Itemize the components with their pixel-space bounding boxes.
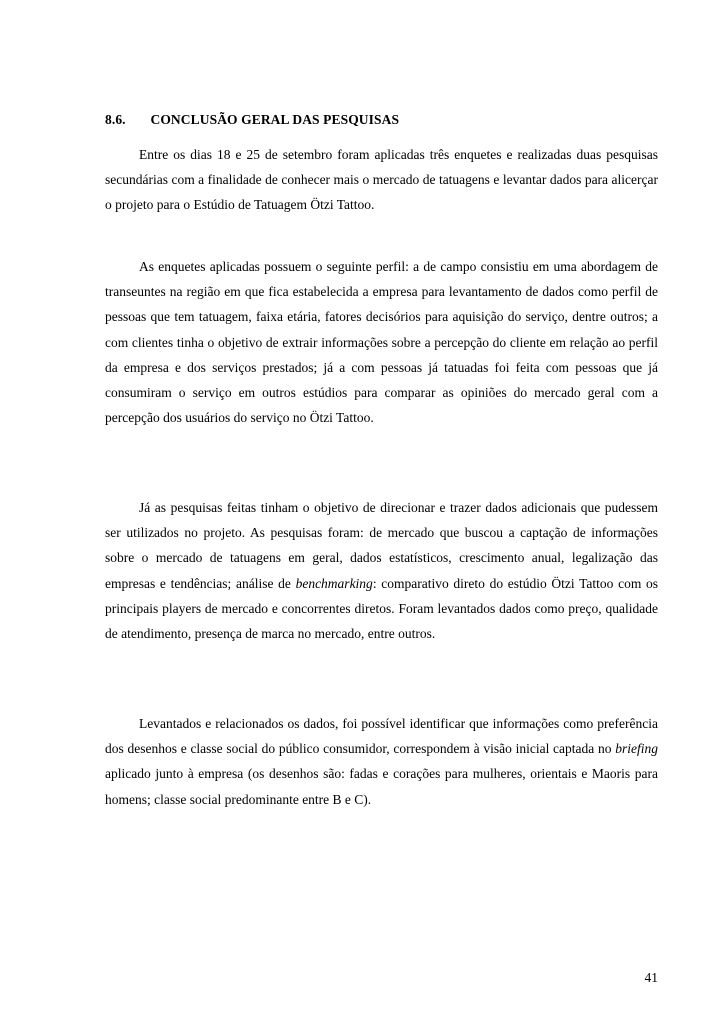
paragraph-2: As enquetes aplicadas possuem o seguinte perfil: a de campo consistiu em uma abordagem de transeuntes na região em que fica estabelecida a empresa para levantamento de dados como perfil de pessoas que tem tatuagem, faixa etária, fatores decisórios para aquisição do serviço, dentre outros; a com clientes tinha o objetivo de extrair informações sobre a percepção do cliente em relação ao perfil da empresa e dos serviços prestados; já a com pessoas já tatuadas foi feita com pessoas que já consumiram o serviço em outros estúdios para comparar as opiniões do mercado geral com a percepção dos usuários do serviço no Ötzi Tattoo. (105, 259, 658, 426)
paragraph-3-text-end: : comparativo direto do estúdio Ötzi Tattoo com os principais players de mercado e concorrentes diretos. Foram levantados dados como preço, qualidade de atendimento, presença de marca no mercado, entre outros. (105, 575, 658, 642)
paragraph-3-text-start: Já as pesquisas feitas tinham o objetivo de direcionar e trazer dados adicionais que pudessem ser utilizados no projeto. As pesquisas foram: de mercado que buscou a captação de informações sobre o mercado de tatuagens em geral, dados estatísticos, crescimento anual, legalização das empresas e tendências; análise de (105, 500, 658, 591)
paragraph-3 (105, 495, 658, 646)
paragraph-4-text-start: Levantados e relacionados os dados, foi possível identificar que informações como preferência dos desenhos e classe social do público consumidor, correspondem à visão inicial captada no (105, 716, 658, 757)
page-number: 41 (644, 970, 658, 985)
section-heading (105, 112, 399, 128)
paragraph-1: Entre os dias 18 e 25 de setembro foram aplicadas três enquetes e realizadas duas pesquisas secundárias com a finalidade de conhecer mais o mercado de tatuagens e levantar dados para alicerçar o projeto para o Estúdio de Tatuagem Ötzi Tattoo. (105, 147, 658, 213)
paragraph-4-italic-term: briefing (615, 741, 658, 757)
paragraph-4-text-end: aplicado junto à empresa (os desenhos são: fadas e corações para mulheres, orientais e Maoris para homens; classe social predominante entre B e C). (105, 766, 658, 807)
paragraph-3-italic-term: benchmarking (295, 575, 373, 591)
paragraph-4 (105, 711, 658, 812)
section-number: 8.6. (105, 112, 126, 127)
section-title: CONCLUSÃO GERAL DAS PESQUISAS (150, 112, 400, 127)
